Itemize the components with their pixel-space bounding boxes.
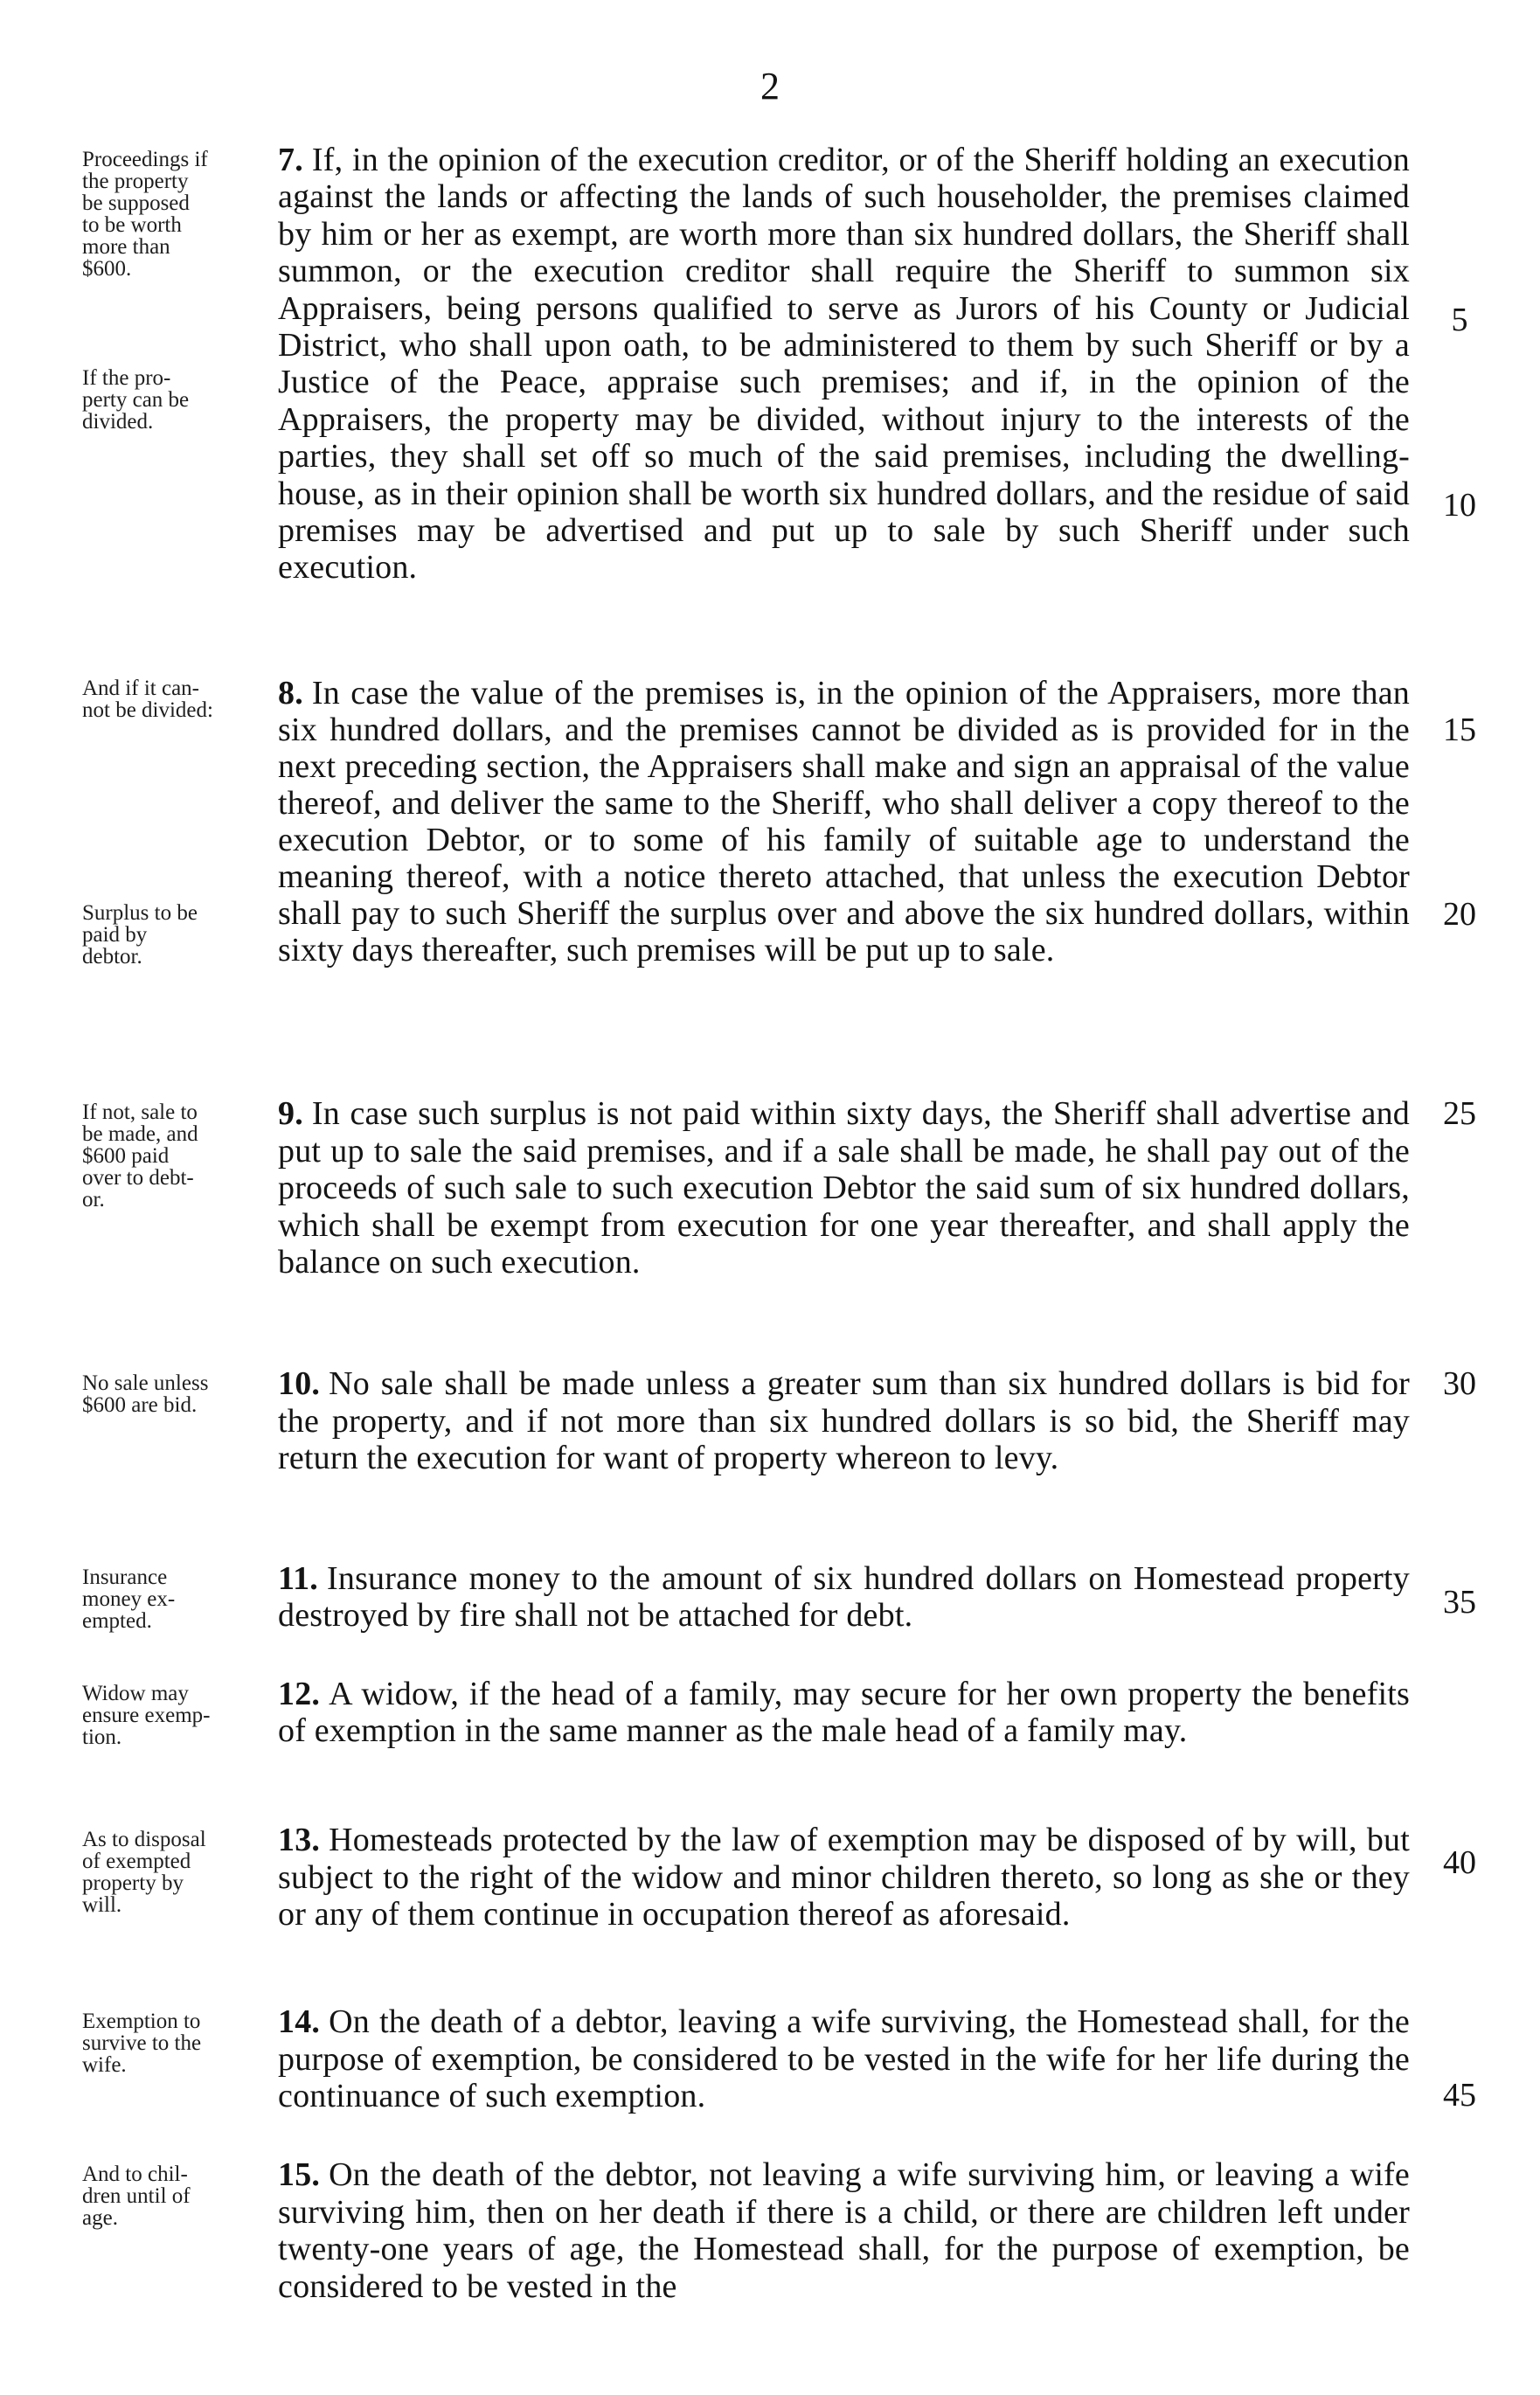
section-number: 7. — [278, 142, 303, 178]
section-body: In case such surplus is not paid within sixty days, the Sheriff shall advertise and put up to sale the said premises, and if a sale shall be made, he shall pay out of the proceeds of such sale to such execution Debtor the said sum of six hundred dollars, which shall be exempt from execution for one year thereafter, and shall apply the balance on such execution. — [278, 1095, 1410, 1281]
margin-note: Insurance money ex- empted. — [82, 1565, 176, 1633]
line-number: 45 — [1443, 2077, 1476, 2114]
margin-note: If not, sale to be made, and $600 paid over to debt- or. — [82, 1100, 198, 1211]
section-text — [278, 2003, 1410, 2115]
section-text — [278, 142, 1410, 587]
section-body: Insurance money to the amount of six hundred dollars on Homestead property destroyed by fire shall not be attached for debt. — [278, 1560, 1410, 1634]
margin-note: Proceedings if the property be supposed to be worth more than $600. — [82, 148, 208, 281]
section-text — [278, 1822, 1410, 1933]
section-body: On the death of a debtor, leaving a wife surviving, the Homestead shall, for the purpose of exemption, be considered to be vested in the wife for her life during the continuance of such exemption. — [278, 2003, 1410, 2114]
line-number: 20 — [1443, 896, 1476, 933]
margin-note: If the pro- perty can be divided. — [82, 366, 190, 434]
section-number: 11. — [278, 1560, 319, 1597]
margin-note: Surplus to be paid by debtor. — [82, 901, 198, 968]
section-number: 15. — [278, 2156, 321, 2193]
section-text — [278, 1676, 1410, 1749]
line-number: 15 — [1443, 712, 1476, 748]
section-number: 13. — [278, 1822, 321, 1858]
section-body: No sale shall be made unless a greater sum than six hundred dollars is bid for the property, and if not more than six hundred dollars is so bid, the Sheriff may return the execution for want of property whereon to levy. — [278, 1365, 1410, 1476]
section-body: On the death of the debtor, not leaving a wife surviving him, or leaving a wife surviving him, then on her death if there is a child, or there are children left under twenty-one years of age, the Homestead shall, for the purpose of exemption, be considered to be vested in the — [278, 2156, 1410, 2305]
section-body: If, in the opinion of the execution creditor, or of the Sheriff holding an execution against the lands or affecting the lands of such householder, the premises claimed by him or her as exempt, are worth more than six hundred dollars, the Sheriff shall summon, or the execution creditor shall require the Sheriff to summon six Appraisers, being persons qualified to serve as Jurors of his County or Judicial District, who shall upon oath, to be administered to them by such Sheriff or by a Justice of the Peace, appraise such premises; and if, in the opinion of the Appraisers, the property may be divided, without injury to the interests of the parties, they shall set off so much of the said premises, including the dwelling-house, as in their opinion shall be worth six hundred dollars, and the residue of said premises may be advertised and put up to sale by such Sheriff under such execution. — [278, 142, 1410, 587]
margin-note: And if it can- not be divided: — [82, 677, 213, 722]
section-number: 10. — [278, 1365, 321, 1402]
section-text — [278, 1365, 1410, 1477]
margin-note: No sale unless $600 are bid. — [82, 1371, 209, 1417]
section-text — [278, 2156, 1410, 2305]
line-number: 25 — [1443, 1095, 1476, 1132]
line-number: 35 — [1443, 1584, 1476, 1621]
margin-note: Exemption to survive to the wife. — [82, 2010, 202, 2077]
margin-note: As to disposal of exempted property by will. — [82, 1828, 206, 1917]
line-number: 10 — [1443, 487, 1476, 524]
margin-note: And to chil- dren until of age. — [82, 2162, 191, 2230]
line-number: 30 — [1443, 1365, 1476, 1402]
section-body: Homesteads protected by the law of exemption may be disposed of by will, but subject to the right of the widow and minor children thereto, so long as she or they or any of them continue in occupation thereof as aforesaid. — [278, 1822, 1410, 1933]
line-number: 40 — [1443, 1844, 1476, 1881]
margin-note: Widow may ensure exemp- tion. — [82, 1682, 211, 1749]
section-text — [278, 1560, 1410, 1634]
section-number: 8. — [278, 675, 303, 712]
section-text — [278, 1095, 1410, 1281]
section-number: 14. — [278, 2003, 321, 2040]
section-text — [278, 675, 1410, 968]
page-number: 2 — [760, 65, 780, 108]
section-number: 9. — [278, 1095, 303, 1132]
section-body: In case the value of the premises is, in the opinion of the Appraisers, more than six hundred dollars, and the premises cannot be divided as is provided for in the next preceding section, the Appraisers shall make and sign an appraisal of the value thereof, and deliver the same to the Sheriff, who shall deliver a copy thereof to the execution Debtor, or to some of his family of suitable age to understand the meaning thereof, with a notice thereto attached, that unless the execution Debtor shall pay to such Sheriff the surplus over and above the six hundred dollars, within sixty days thereafter, such premises will be put up to sale. — [278, 675, 1410, 968]
section-number: 12. — [278, 1676, 321, 1712]
section-body: A widow, if the head of a family, may secure for her own property the benefits of exemption in the same manner as the male head of a family may. — [278, 1676, 1410, 1749]
line-number: 5 — [1451, 302, 1468, 338]
